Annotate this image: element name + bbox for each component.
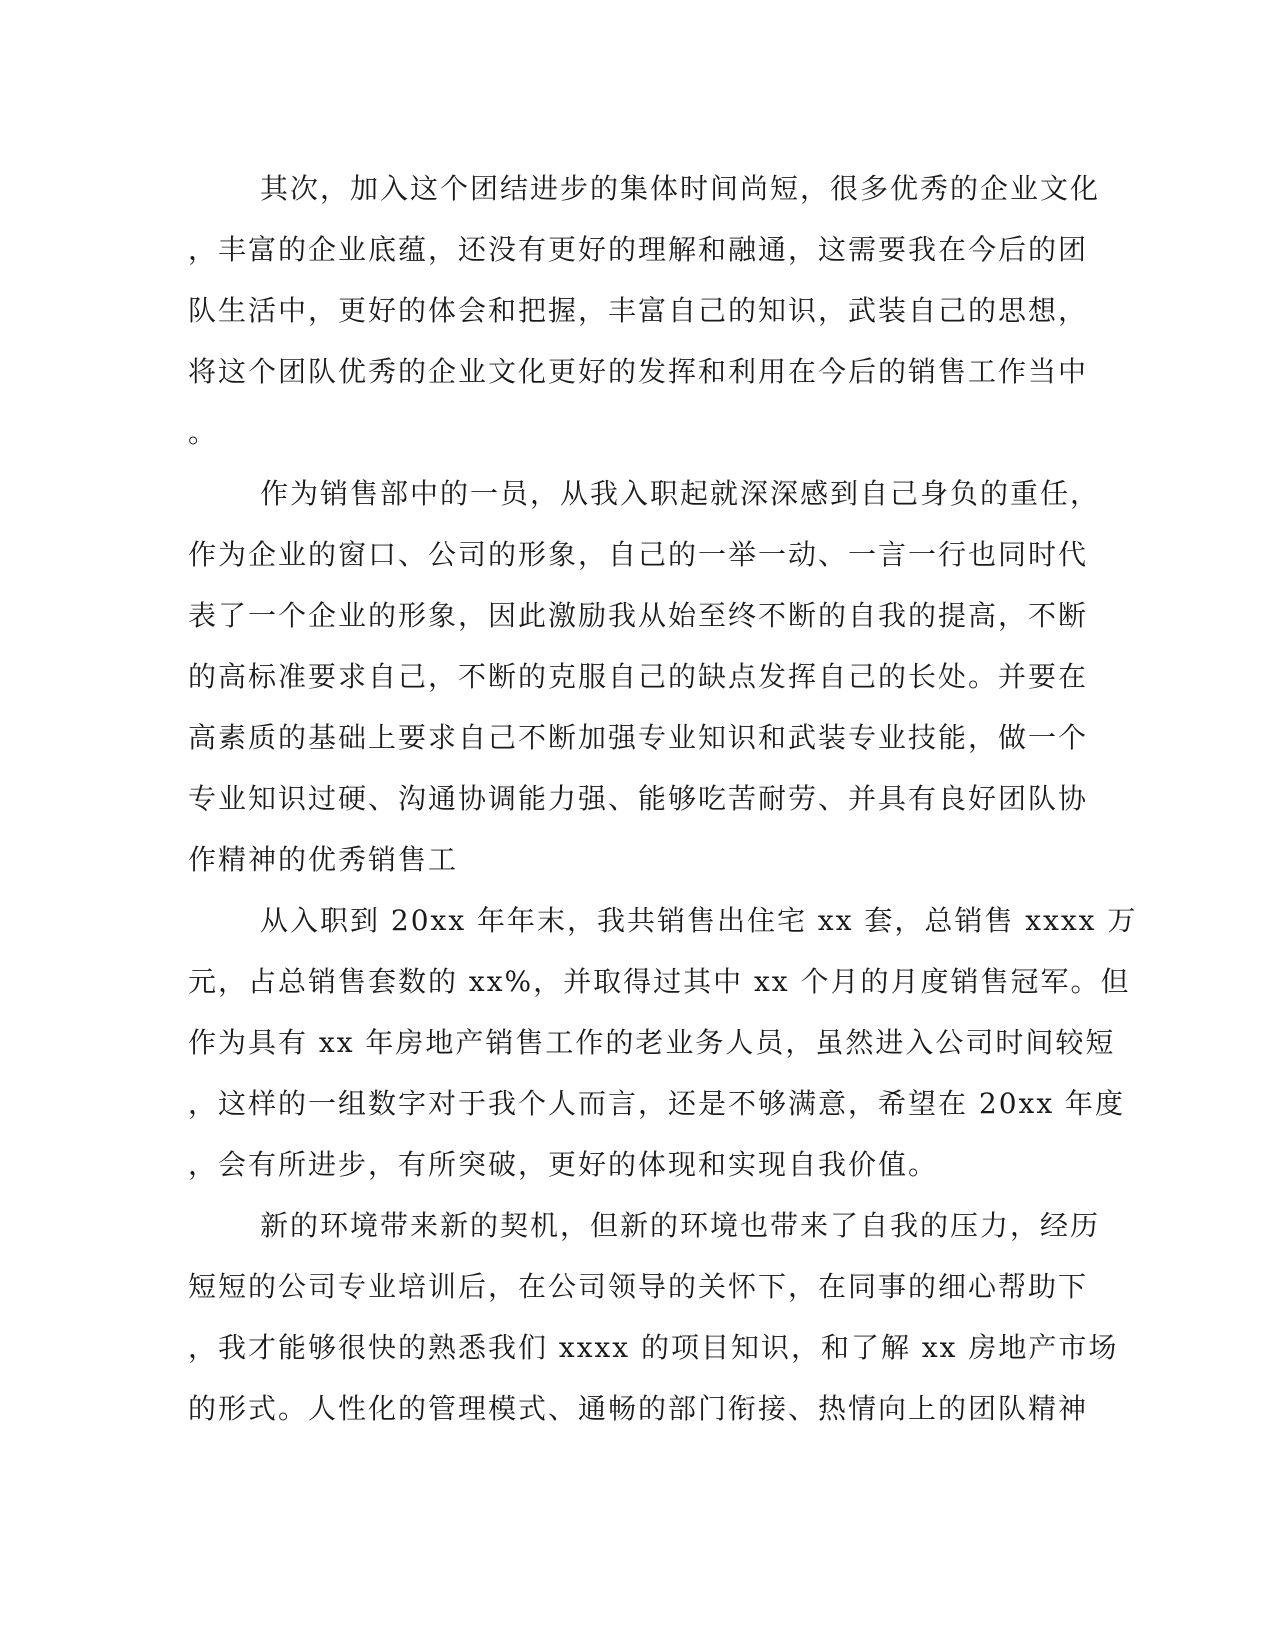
paragraph-line: 作为具有 xx 年房地产销售工作的老业务人员，虽然进入公司时间较短 <box>188 1026 1116 1059</box>
paragraph-line: 表了一个企业的形象，因此激励我从始至终不断的自我的提高，不断 <box>188 599 1089 632</box>
paragraph-line: 的高标准要求自己，不断的克服自己的缺点发挥自己的长处。并要在 <box>188 660 1089 693</box>
paragraph-line: 专业知识过硬、沟通协调能力强、能够吃苦耐劳、并具有良好团队协 <box>188 782 1089 815</box>
paragraph-line: ，会有所进步，有所突破，更好的体现和实现自我价值。 <box>188 1148 939 1181</box>
paragraph-line: 新的环境带来新的契机，但新的环境也带来了自我的压力，经历 <box>260 1209 1101 1242</box>
paragraph-line: ，我才能够很快的熟悉我们 xxxx 的项目知识，和了解 xx 房地产市场 <box>188 1331 1119 1364</box>
document-body <box>188 158 1138 1439</box>
paragraph-line: 元，占总销售套数的 xx%，并取得过其中 xx 个月的月度销售冠军。但 <box>188 965 1131 998</box>
paragraph-1 <box>188 158 1101 463</box>
paragraph-4 <box>188 1195 1119 1439</box>
paragraph-line: 从入职到 20xx 年年末，我共销售出住宅 xx 套，总销售 xxxx 万 <box>260 904 1138 937</box>
paragraph-line: 的形式。人性化的管理模式、通畅的部门衔接、热情向上的团队精神 <box>188 1392 1089 1425</box>
paragraph-line: ，这样的一组数字对于我个人而言，还是不够满意，希望在 20xx 年度 <box>188 1087 1126 1120</box>
paragraph-line: 作为企业的窗口、公司的形象，自己的一举一动、一言一行也同时代 <box>188 538 1089 571</box>
paragraph-line: 队生活中，更好的体会和把握，丰富自己的知识，武装自己的思想， <box>188 294 1089 327</box>
paragraph-line: 其次，加入这个团结进步的集体时间尚短，很多优秀的企业文化 <box>260 172 1101 205</box>
paragraph-line: 作精神的优秀销售工 <box>188 843 459 876</box>
paragraph-2 <box>188 463 1101 890</box>
paragraph-line: 高素质的基础上要求自己不断加强专业知识和武装专业技能，做一个 <box>188 721 1089 754</box>
paragraph-line: 。 <box>188 416 219 449</box>
paragraph-line: 将这个团队优秀的企业文化更好的发挥和利用在今后的销售工作当中 <box>188 355 1089 388</box>
paragraph-line: 短短的公司专业培训后，在公司领导的关怀下，在同事的细心帮助下 <box>188 1270 1089 1303</box>
paragraph-line: 作为销售部中的一员，从我入职起就深深感到自己身负的重任， <box>260 477 1101 510</box>
paragraph-3 <box>188 890 1138 1195</box>
paragraph-line: ，丰富的企业底蕴，还没有更好的理解和融通，这需要我在今后的团 <box>188 233 1089 266</box>
